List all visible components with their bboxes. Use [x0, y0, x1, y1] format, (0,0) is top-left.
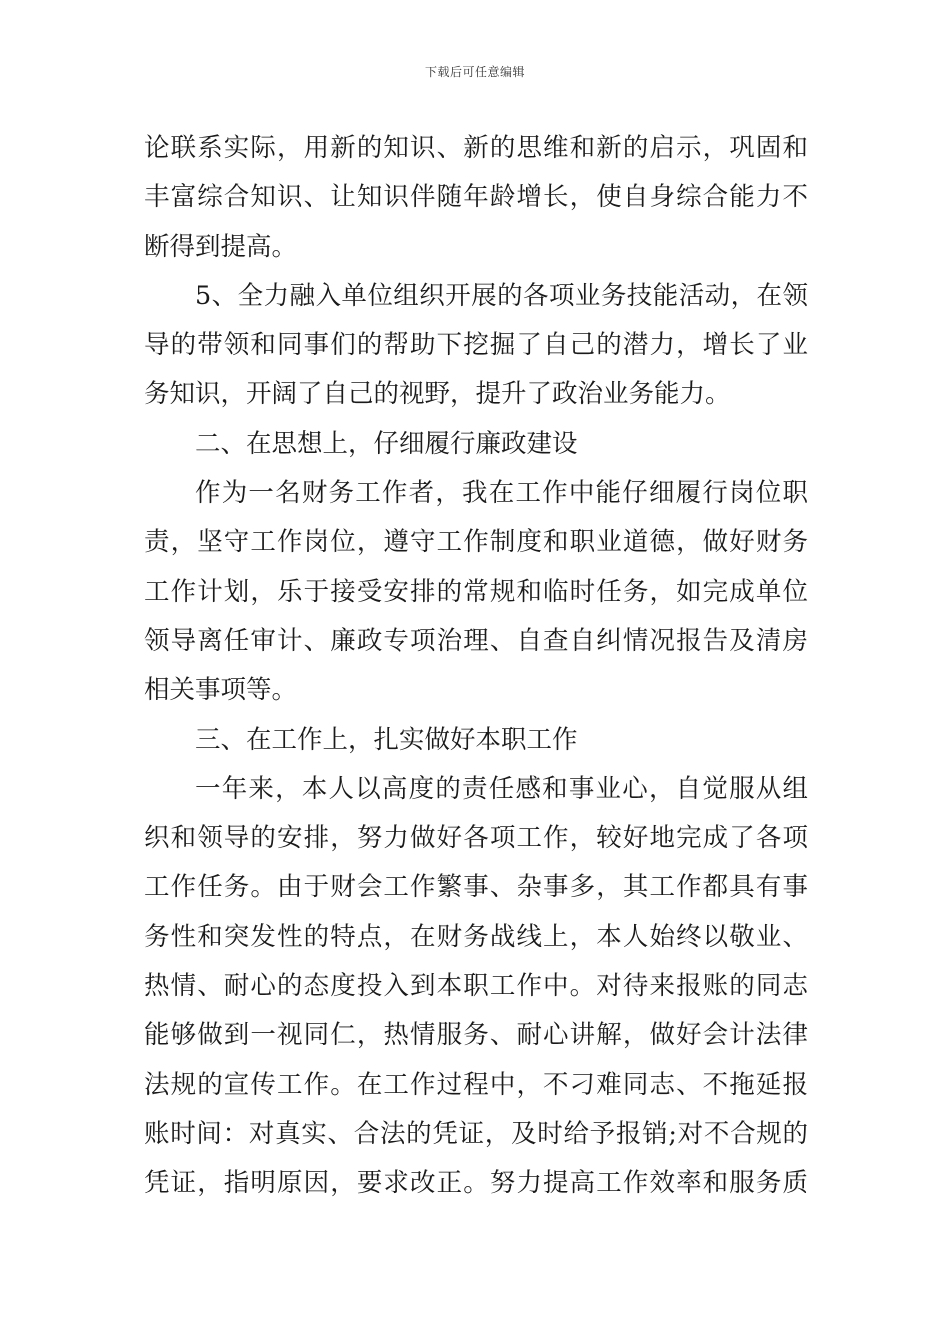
text-line: 凭证，指明原因，要求改正。努力提高工作效率和服务质 — [144, 1168, 808, 1199]
text-line: 工作计划，乐于接受安排的常规和临时任务，如完成单位 — [144, 576, 808, 607]
text-line: 务性和突发性的特点，在财务战线上，本人始终以敬业、 — [144, 921, 808, 952]
text-line: 丰富综合知识、让知识伴随年龄增长，使自身综合能力不 — [144, 182, 808, 213]
text-line: 导的带领和同事们的帮助下挖掘了自己的潜力，增长了业 — [144, 330, 808, 361]
text-line: 责，坚守工作岗位，遵守工作制度和职业道德，做好财务 — [144, 527, 808, 558]
text-line: 账时间：对真实、合法的凭证，及时给予报销;对不合规的 — [144, 1118, 808, 1149]
document-body — [144, 124, 808, 1209]
text-line: 5、全力融入单位组织开展的各项业务技能活动，在领 — [195, 280, 808, 311]
text-line: 作为一名财务工作者，我在工作中能仔细履行岗位职 — [195, 478, 808, 509]
text-line: 领导离任审计、廉政专项治理、自查自纠情况报告及清房 — [144, 625, 808, 656]
page-header: 下载后可任意编辑 — [424, 65, 525, 79]
text-line: 热情、耐心的态度投入到本职工作中。对待来报账的同志 — [144, 971, 808, 1002]
text-line: 一年来，本人以高度的责任感和事业心，自觉服从组 — [195, 773, 808, 804]
text-line: 务知识，开阔了自己的视野，提升了政治业务能力。 — [144, 379, 731, 410]
text-line: 相关事项等。 — [144, 675, 298, 706]
text-line: 论联系实际，用新的知识、新的思维和新的启示，巩固和 — [144, 133, 808, 163]
text-line: 能够做到一视同仁，热情服务、耐心讲解，做好会计法律 — [144, 1020, 808, 1051]
text-line: 二、在思想上，仔细履行廉政建设 — [195, 428, 578, 459]
text-line: 工作任务。由于财会工作繁事、杂事多，其工作都具有事 — [144, 872, 808, 903]
text-line: 断得到提高。 — [144, 231, 298, 262]
text-line: 织和领导的安排，努力做好各项工作，较好地完成了各项 — [144, 823, 808, 854]
text-line: 法规的宣传工作。在工作过程中，不刁难同志、不拖延报 — [144, 1069, 808, 1100]
text-line: 三、在工作上，扎实做好本职工作 — [195, 724, 578, 755]
